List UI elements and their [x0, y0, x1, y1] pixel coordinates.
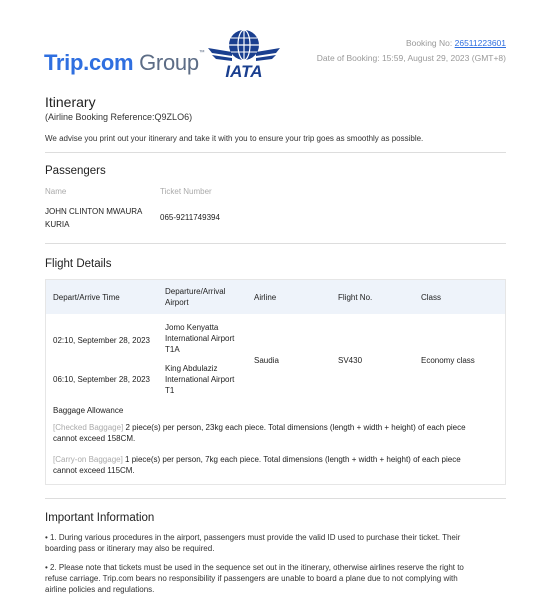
- divider: [45, 152, 506, 153]
- booking-number-link[interactable]: 26511223601: [454, 38, 506, 48]
- checked-baggage-text-line2: cannot exceed 158CM.: [53, 434, 136, 443]
- flight-table-header: [46, 280, 505, 314]
- departure-terminal: T1A: [165, 345, 180, 354]
- passenger-name: [45, 205, 160, 231]
- carry-on-baggage-text-line1: 1 piece(s) per person, 7kg each piece. Total dimensions (length + width + height) of each piece: [122, 455, 461, 464]
- baggage-allowance-title: Baggage Allowance: [53, 406, 124, 415]
- passenger-name-header: Name: [45, 187, 67, 196]
- itinerary-advice: We advise you print out your itinerary and take it with you to ensure your trip goes as smoothly as possible.: [45, 134, 424, 143]
- carry-on-baggage-text-line2: cannot exceed 115CM.: [53, 466, 135, 475]
- passengers-header: [45, 187, 506, 196]
- cabin-class: Economy class: [421, 356, 475, 365]
- arrive-time: 06:10, September 28, 2023: [53, 375, 150, 384]
- important-info-item-2-line2: refuse carriage. Trip.com bears no responsibility if passengers are unable to board a plane due to not complying with: [45, 574, 458, 583]
- arrival-airport-line1: King Abdulaziz: [165, 364, 218, 373]
- header: [0, 0, 538, 84]
- airport-header-line2: Airport: [165, 298, 189, 307]
- airline-column-header: Airline: [254, 292, 277, 302]
- booking-date-line: [317, 51, 506, 66]
- iata-logo-text: IATA: [225, 62, 263, 80]
- booking-date-label: Date of Booking:: [316, 53, 380, 63]
- ticket-number: 065-9211749394: [160, 213, 220, 222]
- class-column-header: Class: [421, 292, 442, 302]
- carry-on-baggage-tag: [Carry-on Baggage]: [53, 455, 123, 464]
- important-info-item: [45, 562, 506, 595]
- departure-airport: [165, 322, 251, 355]
- passengers-title: Passengers: [45, 165, 106, 177]
- divider: [45, 498, 506, 499]
- important-info-item-1-line2: boarding pass or itinerary may also be required.: [45, 544, 215, 553]
- tripcom-group-logo[interactable]: [44, 50, 204, 76]
- booking-date: 15:59, August 29, 2023 (GMT+8): [381, 53, 506, 63]
- document-body: [45, 94, 506, 603]
- airport-header-line1: Departure/Arrival: [165, 287, 226, 296]
- checked-baggage-info: [46, 422, 496, 444]
- departure-airport-line1: Jomo Kenyatta: [165, 323, 219, 332]
- divider: [45, 243, 506, 244]
- important-info-list: [45, 532, 506, 595]
- flight-details-title: Flight Details: [45, 258, 112, 270]
- important-info-item-1-line1: • 1. During various procedures in the airport, passengers must provide the valid ID used to purchase their ticket. Their: [45, 533, 461, 542]
- iata-logo: [206, 28, 282, 80]
- booking-number-line: [317, 36, 506, 51]
- flight-no-column-header: Flight No.: [338, 292, 373, 302]
- important-info-item-2-line3: airline policies and regulations.: [45, 585, 155, 594]
- logo-tm: ™: [198, 50, 205, 56]
- logo-trip-text: Trip.com: [44, 50, 134, 75]
- arrival-airport: [165, 363, 251, 396]
- airline-booking-reference: (Airline Booking Reference:Q9ZLO6): [45, 112, 193, 122]
- logo-group-text: Group: [133, 50, 199, 75]
- checked-baggage-tag: [Checked Baggage]: [53, 423, 124, 432]
- airport-column-header: [165, 286, 254, 308]
- important-info-title: Important Information: [45, 512, 155, 524]
- carry-on-baggage-info: [46, 454, 496, 476]
- flight-segment-row: [46, 314, 505, 398]
- passenger-row: [45, 205, 506, 231]
- passenger-name-line2: KURIA: [45, 220, 70, 229]
- booking-number-label: Booking No:: [405, 38, 453, 48]
- itinerary-title: Itinerary: [45, 94, 96, 110]
- flight-details-table: [45, 279, 506, 485]
- important-info-item-2-line1: • 2. Please note that tickets must be used in the sequence set out in the itinerary, otherwise airlines reserve the right to: [45, 563, 464, 572]
- ticket-number-header: Ticket Number: [160, 187, 212, 196]
- passenger-name-line1: JOHN CLINTON MWAURA: [45, 207, 143, 216]
- arrival-terminal: T1: [165, 386, 175, 395]
- arrival-airport-line2: International Airport: [165, 375, 235, 384]
- depart-time: 02:10, September 28, 2023: [53, 336, 150, 345]
- checked-baggage-text-line1: 2 piece(s) per person, 23kg each piece. Total dimensions (length + width + height) of each piece: [123, 423, 466, 432]
- time-column-header: Depart/Arrive Time: [53, 292, 120, 302]
- airline-name: Saudia: [254, 356, 279, 365]
- important-info-item: [45, 532, 506, 554]
- booking-info: [317, 36, 506, 66]
- flight-number: SV430: [338, 356, 363, 365]
- departure-airport-line2: International Airport: [165, 334, 235, 343]
